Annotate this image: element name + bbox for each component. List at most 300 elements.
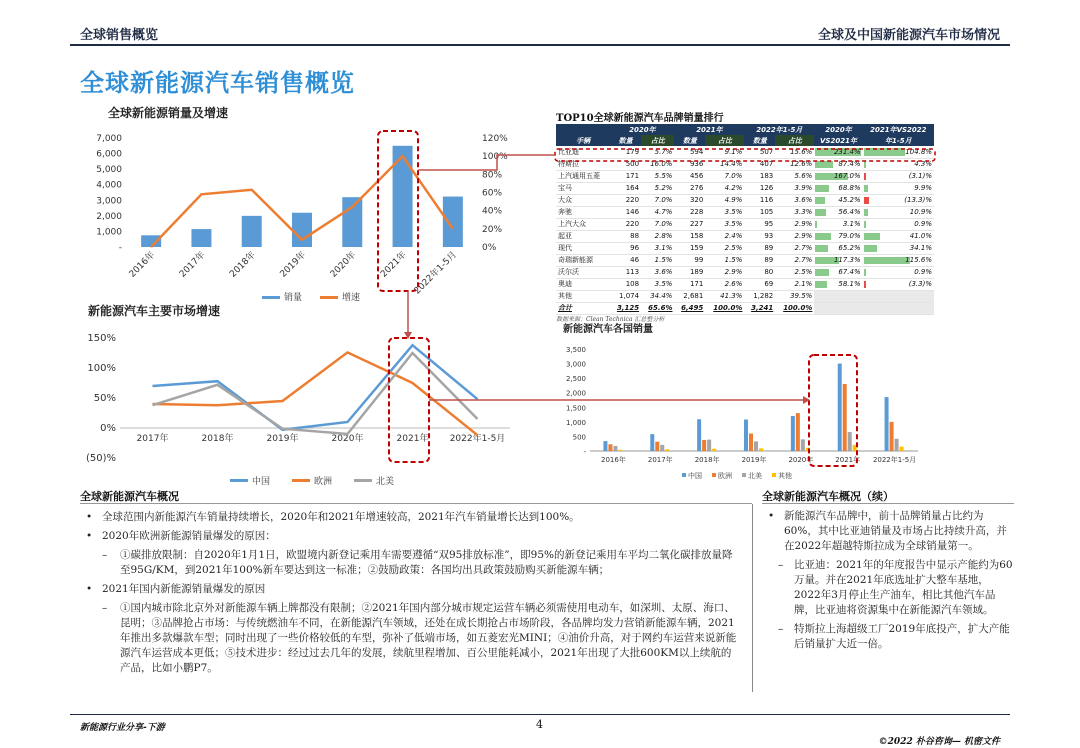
table-cell xyxy=(814,230,862,242)
table-cell: 2.8% xyxy=(641,230,674,242)
y-tick-label: 1,500 xyxy=(565,404,586,413)
table-cell: 126 xyxy=(744,182,775,194)
x-tick-label: 2017年 xyxy=(136,434,169,444)
table-cell: 7.0% xyxy=(705,170,744,182)
table-cell: 5.5% xyxy=(641,170,674,182)
legend-label: 北美 xyxy=(748,472,762,480)
table-cell-value: 167.0% xyxy=(833,172,861,180)
data-bar xyxy=(864,197,870,204)
bar-其他-2016年 xyxy=(618,450,622,451)
table-cell xyxy=(863,194,934,206)
table-cell: 276 xyxy=(674,182,705,194)
table-cell: 4.9% xyxy=(705,194,744,206)
table-cell: 594 xyxy=(674,146,705,158)
legend-swatch xyxy=(682,473,686,477)
sub-bullet-item: – 特斯拉上海超级工厂2019年底投产，扩大产能后销量扩大近一倍。 xyxy=(762,622,1014,652)
chart3-title: 新能源汽车各国销量 xyxy=(563,324,653,335)
table-cell xyxy=(814,266,862,278)
bar-北美-2016年 xyxy=(613,446,617,451)
bar-sales-2017年 xyxy=(191,229,211,247)
table-cell: 100.0% xyxy=(775,302,814,314)
x-tick-label: 2022年1-5月 xyxy=(412,250,459,297)
legend-swatch xyxy=(772,473,776,477)
x-tick-label: 2022年1-5月 xyxy=(872,456,917,464)
table-cell: 3.3% xyxy=(775,206,814,218)
table-cell-value: (3.3)% xyxy=(908,280,932,288)
legend-swatch-growth xyxy=(320,296,338,299)
data-bar xyxy=(864,245,877,252)
bar-其他-2021年 xyxy=(853,445,857,451)
table-cell: 500 xyxy=(610,158,641,170)
y-tick-label: 3,000 xyxy=(565,360,586,369)
table-cell: 159 xyxy=(674,242,705,254)
bar-中国-2021年 xyxy=(838,364,842,451)
table-cell: 2.7% xyxy=(775,254,814,266)
table-cell: 99 xyxy=(674,254,705,266)
x-tick-label: 2021年 xyxy=(396,434,429,444)
y-tick-label: 3,000 xyxy=(96,196,122,207)
table-cell: 4.7% xyxy=(641,206,674,218)
x-tick-label: 2021年 xyxy=(835,456,861,464)
sub-bullet-item: – ①碳排放限制：自2020年1月1日，欧盟境内新登记乘用车需要遵循“双95排放标准”，即95%的新登记乘用车平均二氧化碳排放量降至95G/KM，到2021年100%新车要达到这一标准；②鼓励政策：各国均出具政策鼓励购买新能源车辆； xyxy=(80,548,740,578)
x-tick-label: 2018年 xyxy=(228,250,258,280)
line-北美 xyxy=(153,353,478,434)
bar-sales-2021年 xyxy=(393,146,413,247)
table-cell xyxy=(814,302,862,314)
data-bar xyxy=(864,173,866,180)
table-cell-value: 45.2% xyxy=(838,196,861,204)
table-cell xyxy=(863,230,934,242)
table-cell-value: 10.9% xyxy=(909,208,932,216)
table-cell-value: 65.2% xyxy=(838,244,861,252)
bar-北美-2020年 xyxy=(801,439,805,451)
legend-label: 中国 xyxy=(252,477,271,487)
table-row xyxy=(556,158,934,170)
table-row xyxy=(556,278,934,290)
table-row xyxy=(556,206,934,218)
data-bar xyxy=(864,185,868,192)
table-cell: 3,241 xyxy=(744,302,775,314)
y-tick-label: 500 xyxy=(572,433,586,442)
right-section-heading: 全球新能源汽车概况（续） xyxy=(762,490,894,503)
x-tick-label: 2019年 xyxy=(266,434,299,444)
chart1-title: 全球新能源销量及增速 xyxy=(108,106,229,120)
table-group-header: 2020年 xyxy=(814,124,862,135)
brand-name-cell: 起亚 xyxy=(556,230,610,242)
brand-name-cell: 宝马 xyxy=(556,182,610,194)
brand-name-cell: 比亚迪 xyxy=(556,146,610,158)
y-tick-label: 6,000 xyxy=(96,149,122,160)
data-bar xyxy=(864,161,866,168)
table-cell: 4.2% xyxy=(705,182,744,194)
data-bar xyxy=(815,281,827,288)
y-tick-label: 5,000 xyxy=(96,165,122,176)
legend-label: 销量 xyxy=(284,293,303,303)
data-bar xyxy=(864,209,868,216)
table-cell: 5.6% xyxy=(775,170,814,182)
table-cell: 5.2% xyxy=(641,182,674,194)
y2-tick-label: 60% xyxy=(482,188,503,199)
bar-其他-2022年1-5月 xyxy=(900,447,904,451)
footer-divider xyxy=(70,714,1010,715)
header-divider xyxy=(70,44,1010,46)
left-section-heading: 全球新能源汽车概况 xyxy=(80,490,179,503)
table-cell xyxy=(863,254,934,266)
table-cell xyxy=(863,206,934,218)
table-cell xyxy=(863,170,934,182)
bar-欧洲-2017年 xyxy=(655,442,659,451)
x-tick-label: 2022年1-5月 xyxy=(449,434,506,444)
table-cell: 65.6% xyxy=(641,302,674,314)
y-tick-label: 3,500 xyxy=(565,346,586,354)
line-中国 xyxy=(153,345,478,430)
bar-北美-2022年1-5月 xyxy=(895,439,899,451)
table-cell-value: 79.0% xyxy=(838,232,861,240)
table-cell: 2.5% xyxy=(775,266,814,278)
y-tick-label: 1,000 xyxy=(565,418,586,427)
y2-tick-label: 20% xyxy=(482,224,503,235)
table-sub-header: 数量 xyxy=(610,135,641,146)
market-growth-chart xyxy=(80,320,520,495)
y-tick-label: 4,000 xyxy=(96,180,122,191)
table-cell: 88 xyxy=(610,230,641,242)
table-cell: 3.5% xyxy=(705,206,744,218)
bar-中国-2017年 xyxy=(650,434,654,451)
table-cell xyxy=(814,242,862,254)
legend-label: 中国 xyxy=(688,472,702,480)
data-bar xyxy=(815,161,832,168)
y-tick-label: 50% xyxy=(93,393,116,404)
table-cell: 100.0% xyxy=(705,302,744,314)
table-cell: 3.6% xyxy=(641,266,674,278)
line-欧洲 xyxy=(153,352,478,435)
y2-tick-label: 100% xyxy=(482,152,508,163)
data-bar xyxy=(815,269,828,276)
table-cell-value: 87.4% xyxy=(838,160,861,168)
table-cell: 16.0% xyxy=(641,158,674,170)
table-cell: 407 xyxy=(744,158,775,170)
table-cell xyxy=(863,182,934,194)
x-tick-label: 2020年 xyxy=(788,456,814,464)
table-cell: 179 xyxy=(610,146,641,158)
page-number: 4 xyxy=(536,718,543,731)
table-cell-value: 3.1% xyxy=(842,220,861,228)
table-cell: 9.1% xyxy=(705,146,744,158)
bar-中国-2022年1-5月 xyxy=(885,397,889,451)
bar-欧洲-2021年 xyxy=(843,384,847,451)
table-cell: 3.5% xyxy=(641,278,674,290)
table-cell: 456 xyxy=(674,170,705,182)
legend-label: 增速 xyxy=(342,293,361,303)
data-bar xyxy=(864,233,880,240)
table-cell-value: 104.8% xyxy=(905,147,932,156)
table-row xyxy=(556,194,934,206)
table-cell xyxy=(814,194,862,206)
legend-label: 欧洲 xyxy=(314,477,333,487)
table-cell: 2.4% xyxy=(705,230,744,242)
bar-sales-2018年 xyxy=(242,216,262,247)
section-divider xyxy=(80,503,752,504)
brand-name-cell: 其他 xyxy=(556,290,610,302)
table-cell: 2.9% xyxy=(775,230,814,242)
table-cell: 3.6% xyxy=(775,194,814,206)
bar-中国-2020年 xyxy=(791,416,795,451)
right-section-body xyxy=(762,509,1014,656)
table-row xyxy=(556,146,934,158)
table-cell: 7.0% xyxy=(641,218,674,230)
y-tick-label: 2,000 xyxy=(96,211,122,222)
table-cell: 183 xyxy=(744,170,775,182)
table-cell: 3,125 xyxy=(610,302,641,314)
y-tick-label: 2,000 xyxy=(565,389,586,398)
data-bar xyxy=(864,221,866,228)
x-tick-label: 2019年 xyxy=(741,456,767,464)
table-cell-value: 0.9% xyxy=(914,220,932,228)
brand-name-cell: 上汽大众 xyxy=(556,218,610,230)
brand-name-cell: 沃尔沃 xyxy=(556,266,610,278)
table-cell-value: 4.3% xyxy=(914,160,932,168)
y-tick-label: - xyxy=(118,243,122,253)
bar-中国-2018年 xyxy=(697,419,701,451)
table-cell-value: 58.1% xyxy=(838,280,861,288)
data-bar xyxy=(815,185,829,192)
table-cell: 7.0% xyxy=(641,194,674,206)
table-cell xyxy=(814,218,862,230)
table-cell: 158 xyxy=(674,230,705,242)
legend-swatch xyxy=(712,473,716,477)
table-cell: 1.5% xyxy=(705,254,744,266)
table-row xyxy=(556,266,934,278)
table-row xyxy=(556,254,934,266)
x-tick-label: 2017年 xyxy=(177,250,208,280)
sub-bullet-item: – ①国内城市除北京外对新能源车辆上牌都没有限制；②2021年国内部分城市规定运营车辆必须需使用电动车，如深圳、太原、海口、昆明；③品牌抢占市场：与传统燃油车不同，在新能源汽车领域，还处在成长期抢占市场阶段，各品牌均发力营销新能源车辆，2021年推出多款爆款车型；同时出现了一些价格较低的车型，弥补了低端市场，如五菱宏光MINI；④油价升高，对于网约车运营来说新能源汽车运营成本更低；⑤技术进步：经过过去几年的发展，续航里程增加、百公里能耗减小，2021年出现了大批600KM以上续航的产品，比如小鹏P7。 xyxy=(80,601,740,676)
data-bar xyxy=(864,269,866,276)
table-total-row xyxy=(556,302,934,314)
table-row xyxy=(556,230,934,242)
y-tick-label: (50)% xyxy=(85,453,116,464)
bar-北美-2019年 xyxy=(754,441,758,451)
y-tick-label: - xyxy=(583,448,586,456)
top10-table-title: TOP10全球新能源汽车品牌销量排行 xyxy=(556,113,724,124)
sub-bullet-item: – 比亚迪：2021年的年度报告中显示产能约为60万量。并在2021年底选址扩大整车基地，2022年3月停止生产油车，相比其他汽车品牌，比亚迪将资源集中在新能源汽车领域。 xyxy=(762,558,1014,618)
table-row xyxy=(556,242,934,254)
table-cell: 164 xyxy=(610,182,641,194)
bar-sales-2020年 xyxy=(342,197,362,247)
y-tick-label: 150% xyxy=(87,333,116,344)
data-bar xyxy=(864,148,905,156)
table-cell-value: (13.3)% xyxy=(904,196,932,204)
table-group-header: 2021年 xyxy=(674,124,744,135)
table-cell: 69 xyxy=(744,278,775,290)
table-cell-value: 34.1% xyxy=(909,244,932,252)
table-group-header: 2021年VS2022 xyxy=(863,124,934,135)
table-cell-value: 231.4% xyxy=(833,147,861,156)
table-cell: 507 xyxy=(744,146,775,158)
table-cell: 1.5% xyxy=(641,254,674,266)
bar-中国-2016年 xyxy=(603,441,607,451)
table-cell-value: 9.9% xyxy=(914,184,932,192)
bar-sales-2022年1-5月 xyxy=(443,197,463,247)
table-cell: 96 xyxy=(610,242,641,254)
data-bar xyxy=(815,233,831,240)
table-cell: 2.7% xyxy=(775,242,814,254)
legend-swatch-sales xyxy=(262,296,280,299)
table-cell: 6,495 xyxy=(674,302,705,314)
data-bar xyxy=(864,281,866,288)
legend-swatch xyxy=(354,479,372,482)
bar-其他-2019年 xyxy=(759,448,763,451)
table-cell xyxy=(863,218,934,230)
brand-name-cell: 特斯拉 xyxy=(556,158,610,170)
table-cell: 5.7% xyxy=(641,146,674,158)
table-cell xyxy=(863,266,934,278)
table-cell: 2.9% xyxy=(775,218,814,230)
table-cell: 2,681 xyxy=(674,290,705,302)
table-cell xyxy=(814,278,862,290)
bar-欧洲-2022年1-5月 xyxy=(890,422,894,451)
x-tick-label: 2019年 xyxy=(278,250,309,280)
bar-欧洲-2018年 xyxy=(702,440,706,451)
x-tick-label: 2021年 xyxy=(379,250,409,280)
table-cell: 合计 xyxy=(556,302,610,314)
table-sub-header: 手辆 xyxy=(556,135,610,146)
table-row xyxy=(556,290,934,302)
data-bar xyxy=(815,209,826,216)
table-cell xyxy=(814,206,862,218)
data-bar xyxy=(864,257,910,264)
table-cell: 80 xyxy=(744,266,775,278)
top10-brand-table xyxy=(556,124,934,315)
y-tick-label: 1,000 xyxy=(96,227,122,238)
y-tick-label: 100% xyxy=(87,363,116,374)
legend-swatch xyxy=(292,479,310,482)
bullet-item: • 2020年欧洲新能源销量爆发的原因： xyxy=(80,529,740,544)
x-tick-label: 2016年 xyxy=(127,250,158,280)
table-cell: 113 xyxy=(610,266,641,278)
table-cell: 2.6% xyxy=(705,278,744,290)
brand-name-cell: 奥迪 xyxy=(556,278,610,290)
table-cell: 93 xyxy=(744,230,775,242)
table-cell: 171 xyxy=(674,278,705,290)
bullet-item: • 全球范围内新能源汽车销量持续增长，2020年和2021年增速较高，2021年汽车销量增长达到100%。 xyxy=(80,510,740,525)
table-row xyxy=(556,170,934,182)
table-cell: 220 xyxy=(610,194,641,206)
table-cell: 46 xyxy=(610,254,641,266)
legend-label: 其他 xyxy=(778,472,792,480)
table-cell: 89 xyxy=(744,254,775,266)
table-cell-value: 68.8% xyxy=(838,184,861,192)
y2-tick-label: 40% xyxy=(482,206,503,217)
legend-label: 欧洲 xyxy=(718,472,732,480)
global-sales-chart xyxy=(80,120,520,315)
x-tick-label: 2018年 xyxy=(201,434,234,444)
table-cell: 3.1% xyxy=(641,242,674,254)
table-sub-header: 数量 xyxy=(744,135,775,146)
brand-name-cell: 大众 xyxy=(556,194,610,206)
data-bar xyxy=(815,197,824,204)
table-cell: 2.1% xyxy=(775,278,814,290)
bar-欧洲-2016年 xyxy=(608,444,612,451)
table-cell: 3.5% xyxy=(705,218,744,230)
table-cell: 189 xyxy=(674,266,705,278)
bar-北美-2018年 xyxy=(707,440,711,451)
table-cell: 116 xyxy=(744,194,775,206)
table-sub-header: 占比 xyxy=(641,135,674,146)
table-cell xyxy=(814,290,862,302)
x-tick-label: 2017年 xyxy=(647,456,673,464)
bar-欧洲-2020年 xyxy=(796,413,800,451)
table-cell: 146 xyxy=(610,206,641,218)
table-cell: 34.4% xyxy=(641,290,674,302)
header-section-label: 全球销售概览 xyxy=(80,28,159,43)
table-cell: 108 xyxy=(610,278,641,290)
brand-name-cell: 上汽通用五菱 xyxy=(556,170,610,182)
table-cell: 171 xyxy=(610,170,641,182)
bar-欧洲-2019年 xyxy=(749,434,753,451)
table-cell: 2.5% xyxy=(705,242,744,254)
y-tick-label: 2,500 xyxy=(565,375,586,384)
table-source-note: 数据来源：Clean Technica 汇总整分析 xyxy=(556,316,665,323)
bar-其他-2018年 xyxy=(712,449,716,451)
table-cell: 220 xyxy=(610,218,641,230)
table-sub-header: 占比 xyxy=(775,135,814,146)
table-group-header: 2020年 xyxy=(610,124,674,135)
table-cell: 15.6% xyxy=(775,146,814,158)
bullet-item: • 2021年国内新能源销量爆发的原因 xyxy=(80,582,740,597)
table-cell: 1,074 xyxy=(610,290,641,302)
x-tick-label: 2018年 xyxy=(694,456,720,464)
table-cell-value: 41.0% xyxy=(909,232,932,240)
table-cell-value: 115.6% xyxy=(905,256,932,264)
table-cell xyxy=(814,158,862,170)
brand-name-cell: 奔驰 xyxy=(556,206,610,218)
legend-swatch xyxy=(742,473,746,477)
table-cell-value: 67.4% xyxy=(838,268,861,276)
bar-北美-2021年 xyxy=(848,432,852,451)
table-cell xyxy=(863,242,934,254)
table-cell xyxy=(863,278,934,290)
y-tick-label: 7,000 xyxy=(96,134,122,144)
table-cell: 3.9% xyxy=(775,182,814,194)
table-cell: 41.3% xyxy=(705,290,744,302)
table-sub-header: 数量 xyxy=(674,135,705,146)
table-cell-value: (3.1)% xyxy=(908,172,932,180)
y-tick-label: 0% xyxy=(100,423,116,434)
table-row xyxy=(556,182,934,194)
table-cell-value: 117.3% xyxy=(833,256,861,264)
table-sub-header: 年1-5月 xyxy=(863,135,934,146)
table-cell xyxy=(863,146,934,158)
table-cell: 14.4% xyxy=(705,158,744,170)
bullet-item: • 新能源汽车品牌中，前十品牌销量占比约为60%，其中比亚迪销量及市场占比持续升高，并在2022年超越特斯拉成为全球销量第一。 xyxy=(762,509,1014,554)
y2-tick-label: 80% xyxy=(482,170,503,181)
x-tick-label: 2020年 xyxy=(331,434,364,444)
data-bar xyxy=(815,221,817,228)
legend-swatch xyxy=(230,479,248,482)
bar-北美-2017年 xyxy=(660,445,664,451)
brand-name-cell: 奇瑞新能源 xyxy=(556,254,610,266)
brand-name-cell: 现代 xyxy=(556,242,610,254)
y2-tick-label: 120% xyxy=(482,134,508,144)
table-cell: 95 xyxy=(744,218,775,230)
table-cell xyxy=(814,182,862,194)
table-cell: 320 xyxy=(674,194,705,206)
bar-中国-2019年 xyxy=(744,420,748,451)
table-cell-value: 56.4% xyxy=(838,208,861,216)
bar-其他-2017年 xyxy=(665,449,669,451)
table-row xyxy=(556,218,934,230)
table-cell: 89 xyxy=(744,242,775,254)
